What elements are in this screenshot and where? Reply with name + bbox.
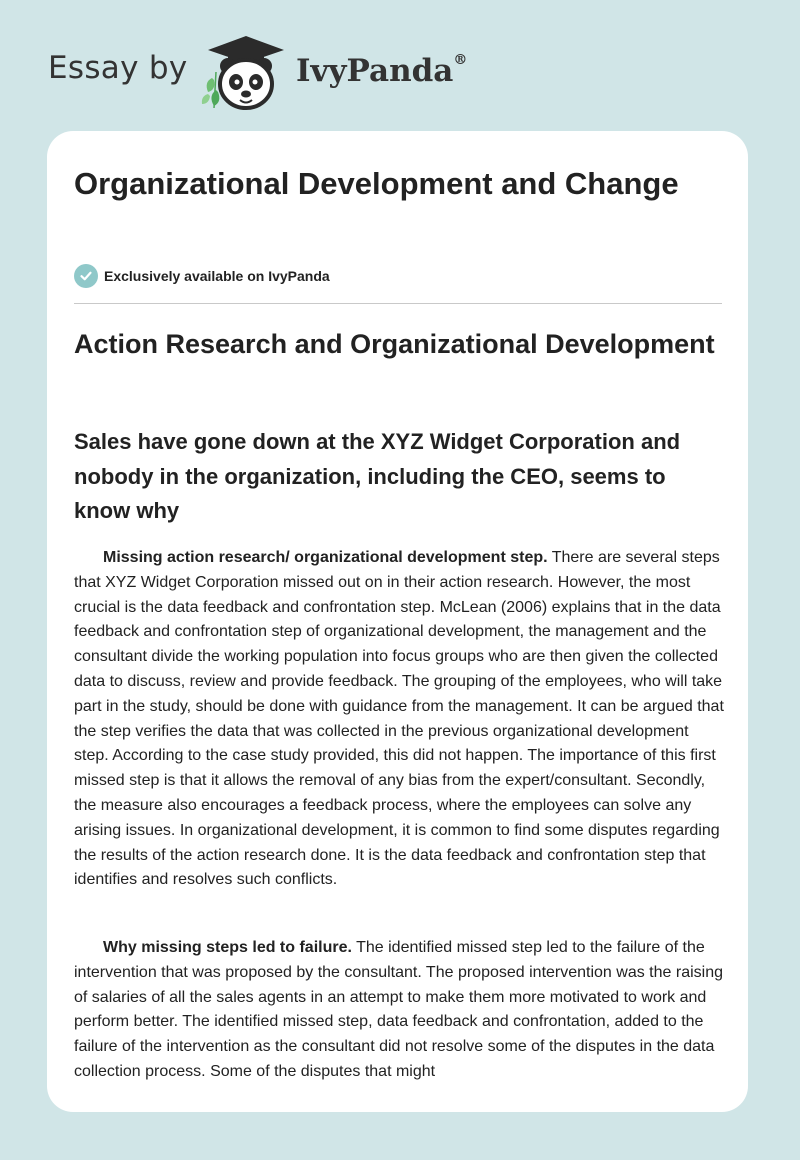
paragraph-lead: Why missing steps led to failure. bbox=[103, 939, 352, 956]
check-circle-icon bbox=[74, 264, 98, 288]
panda-logo-icon[interactable] bbox=[198, 32, 294, 112]
section-heading: Action Research and Organizational Development bbox=[74, 329, 715, 359]
essay-card bbox=[47, 131, 748, 1112]
brand-text: IvyPanda bbox=[296, 53, 454, 89]
divider bbox=[74, 303, 722, 304]
exclusive-label: Exclusively available on IvyPanda bbox=[104, 268, 330, 284]
exclusive-badge bbox=[74, 263, 330, 289]
brand-name[interactable] bbox=[296, 53, 467, 89]
essay-by-label: Essay by bbox=[48, 50, 188, 86]
paragraph-lead: Missing action research/ organizational development step. bbox=[103, 549, 548, 566]
site-header bbox=[0, 0, 800, 130]
page-title: Organizational Development and Change bbox=[74, 166, 679, 201]
subheading: Sales have gone down at the XYZ Widget Corporation and nobody in the organization, including the CEO, seems to know why bbox=[74, 429, 681, 523]
paragraph-text: The identified missed step led to the failure of the intervention that was proposed by the consultant. The proposed intervention was the raising of salaries of all the sales agents in an attempt to make them more motivated to work and perform better. The identified missed step, data feedback and confrontation, added to the failure of the intervention as the consultant did not resolve some of the disputes in the data collection process. Some of the disputes that might bbox=[74, 939, 723, 1080]
paragraph-text: There are several steps that XYZ Widget Corporation missed out on in their action research. However, the most crucial is the data feedback and confrontation step. McLean (2006) explains that in the data feedback and confrontation step of organizational development, the management and the consultant divide the working population into focus groups who are then given the collected data to discuss, review and provide feedback. The grouping of the employees, who will take part in the study, should be done with guidance from the management. It can be argued that the step verifies the data that was collected in the previous organizational development step. According to the case study provided, this did not happen. The importance of this first missed step is that it allows the removal of any bias from the expert/consultant. Secondly, the measure also encourages a feedback process, where the employees can solve any arising issues. In organizational development, it is common to find some disputes regarding the results of the action research done. It is the data feedback and confrontation step that identifies and resolves such conflicts. bbox=[74, 549, 724, 889]
registered-mark: ® bbox=[453, 51, 468, 68]
paragraph bbox=[74, 546, 726, 893]
paragraph bbox=[74, 936, 726, 1085]
